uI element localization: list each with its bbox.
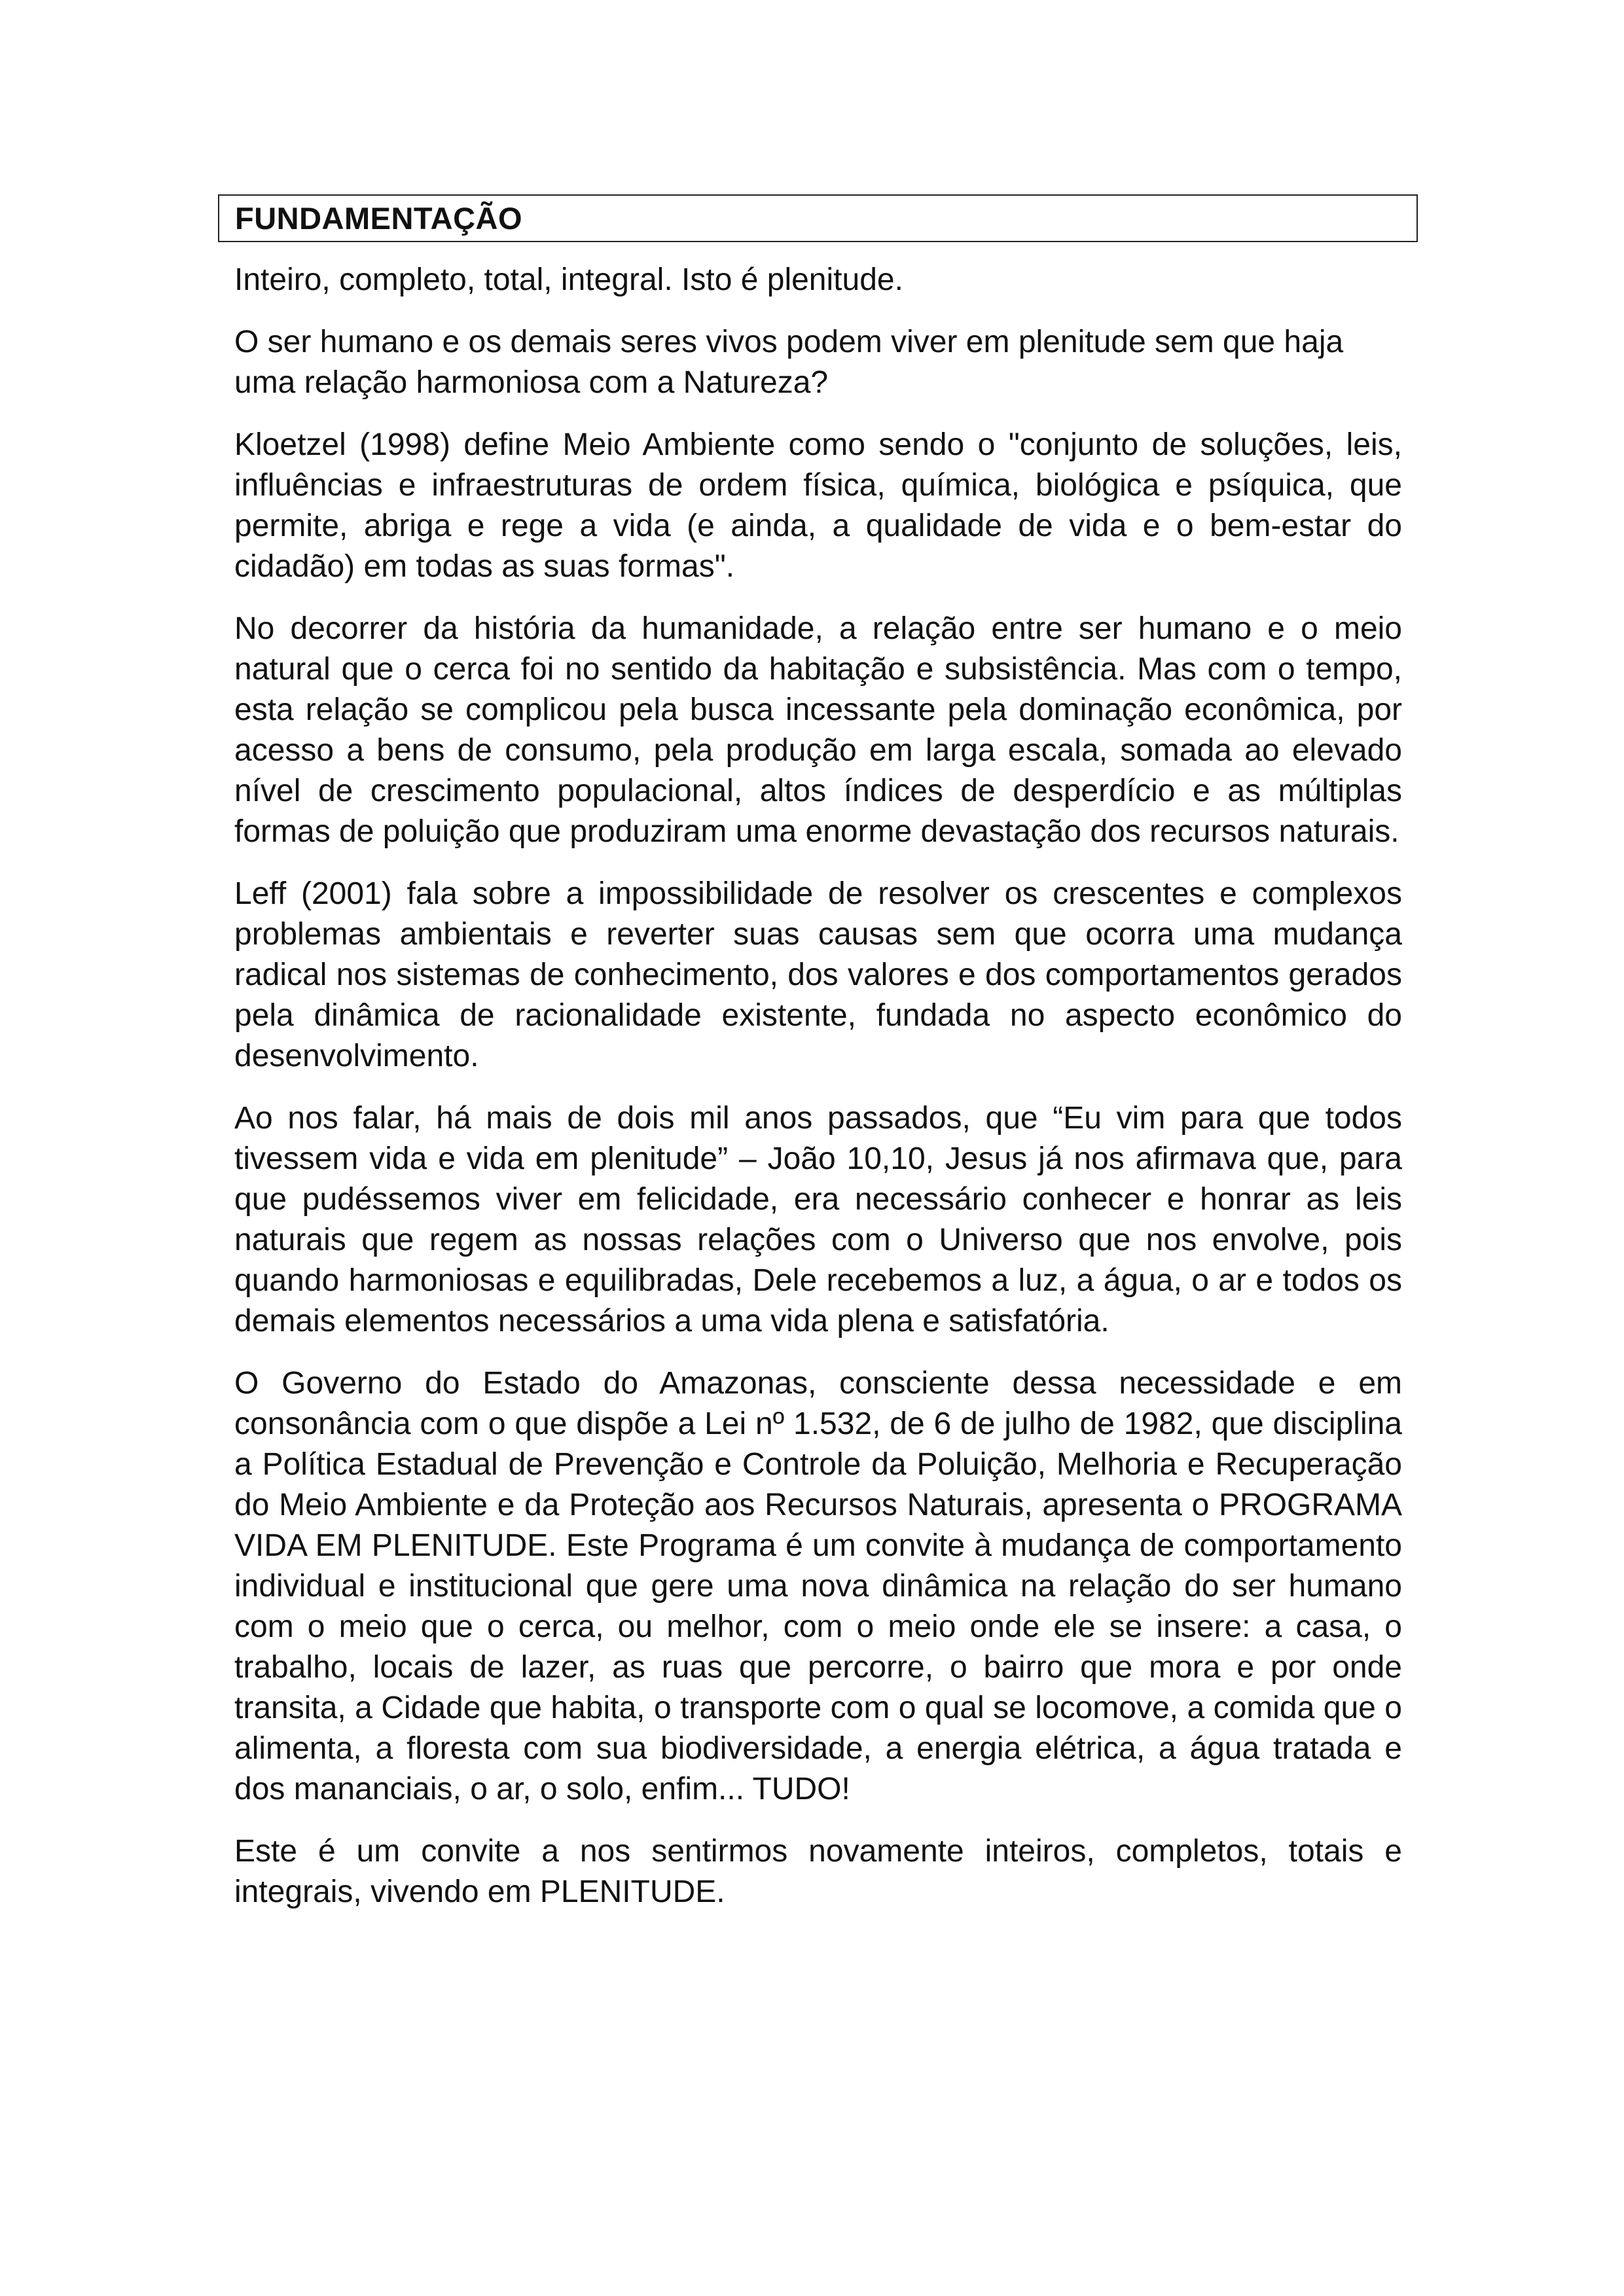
document-body: [234, 260, 1402, 1934]
section-heading-box: [218, 194, 1418, 242]
paragraph-definition: Inteiro, completo, total, integral. Isto é plenitude.: [234, 262, 903, 297]
paragraph-question: O ser humano e os demais seres vivos podem viver em plenitude sem que haja uma relação harmoniosa com a Natureza?: [234, 325, 1344, 400]
section-heading: FUNDAMENTAÇÃO: [235, 201, 523, 236]
paragraph-jesus-quote: Ao nos falar, há mais de dois mil anos passados, que “Eu vim para que todos tivessem vida e vida em plenitude” – João 10,10, Jesus já nos afirmava que, para que pudéssemos viver em felicidade, era necessário conhecer e honrar as leis naturais que regem as nossas relações com o Universo que nos envolve, pois quando harmoniosas e equilibradas, Dele recebemos a luz, a água, o ar e todos os demais elementos necessários a uma vida plena e satisfatória.: [234, 1101, 1402, 1338]
paragraph-kloetzel: Kloetzel (1998) define Meio Ambiente como sendo o "conjunto de soluções, leis, influências e infraestruturas de ordem física, química, biológica e psíquica, que permite, abriga e rege a vida (e ainda, a qualidade de vida e o bem-estar do cidadão) em todas as suas formas".: [234, 427, 1402, 584]
paragraph-leff: Leff (2001) fala sobre a impossibilidade de resolver os crescentes e complexos problemas ambientais e reverter suas causas sem que ocorra uma mudança radical nos sistemas de conhecimento, dos valores e dos comportamentos gerados pela dinâmica de racionalidade existente, fundada no aspecto econômico do desenvolvimento.: [234, 876, 1402, 1073]
paragraph-invitation: Este é um convite a nos sentirmos novamente inteiros, completos, totais e integrais, vivendo em PLENITUDE.: [234, 1834, 1402, 1909]
paragraph-government: O Governo do Estado do Amazonas, consciente dessa necessidade e em consonância com o que dispõe a Lei nº 1.532, de 6 de julho de 1982, que disciplina a Política Estadual de Prevenção e Controle da Poluição, Melhoria e Recuperação do Meio Ambiente e da Proteção aos Recursos Naturais, apresenta o PROGRAMA VIDA EM PLENITUDE. Este Programa é um convite à mudança de comportamento individual e institucional que gere uma nova dinâmica na relação do ser humano com o meio que o cerca, ou melhor, com o meio onde ele se insere: a casa, o trabalho, locais de lazer, as ruas que percorre, o bairro que mora e por onde transita, a Cidade que habita, o transporte com o qual se locomove, a comida que o alimenta, a floresta com sua biodiversidade, a energia elétrica, a água tratada e dos mananciais, o ar, o solo, enfim... TUDO!: [234, 1366, 1402, 1806]
paragraph-history: No decorrer da história da humanidade, a relação entre ser humano e o meio natural que o cerca foi no sentido da habitação e subsistência. Mas com o tempo, esta relação se complicou pela busca incessante pela dominação econômica, por acesso a bens de consumo, pela produção em larga escala, somada ao elevado nível de crescimento populacional, altos índices de desperdício e as múltiplas formas de poluição que produziram uma enorme devastação dos recursos naturais.: [234, 611, 1402, 849]
